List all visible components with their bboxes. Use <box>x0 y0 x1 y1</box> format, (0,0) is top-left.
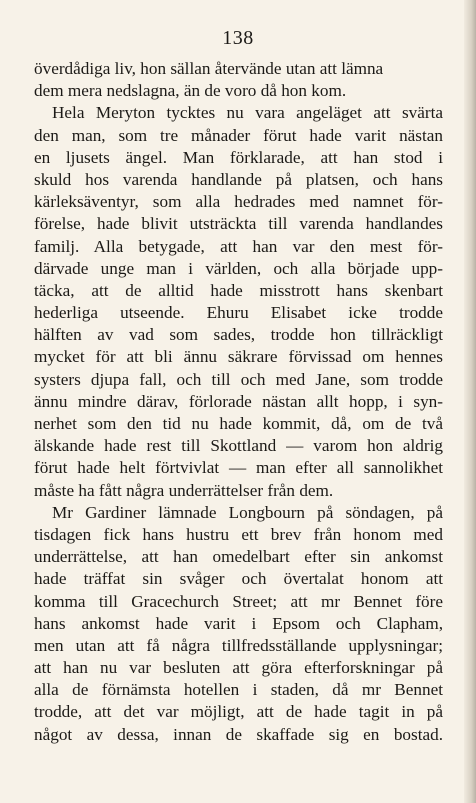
page-number: 138 <box>222 27 254 49</box>
text-line: hälften av vad som sades, trodde hon tillräckligt <box>34 325 443 345</box>
text-line: överdådiga liv, hon sällan återvände utan att lämna <box>34 59 384 78</box>
text-line: en ljusets ängel. Man förklarade, att han stod i <box>34 147 443 167</box>
text-line: den man, som tre månader förut hade varit nästan <box>34 125 443 145</box>
text-line: hans ankomst hade varit i Epsom och Clapham, <box>34 613 443 633</box>
paragraph-start-line: Mr Gardiner lämnade Longbourn på söndagen, på <box>52 502 443 522</box>
text-line: därvade unge man i världen, och alla började upp- <box>34 258 443 278</box>
text-line: systers djupa fall, och till och med Jane, som trodde <box>34 369 443 389</box>
page-edge <box>464 0 476 803</box>
text-line: hederliga utseende. Ehuru Elisabet icke trodde <box>34 303 443 323</box>
text-line: familj. Alla betygade, att han var den mest för- <box>34 236 443 256</box>
text-line: skuld hos varenda handlande på platsen, och hans <box>34 169 443 189</box>
text-line: underrättelse, att han omedelbart efter sin ankomst <box>34 547 443 567</box>
text-line: att han nu var besluten att göra efterforskningar på <box>34 658 443 678</box>
text-line: kärleksäventyr, som alla hedrades med namnet för- <box>34 192 443 212</box>
text-line: något av dessa, innan de skaffade sig en bostad. <box>34 724 443 744</box>
text-line: tisdagen fick hans hustru ett brev från honom med <box>34 524 443 544</box>
text-line: förelse, hade blivit utsträckta till varenda handlandes <box>34 214 443 234</box>
body-text <box>34 58 443 746</box>
text-line: men utan att få några tillfredsställande upplysningar; <box>34 635 443 655</box>
paragraph-start-line: Hela Meryton tycktes nu vara angeläget att svärta <box>52 103 443 123</box>
paragraph-end-line: måste ha fått några underrättelser från dem. <box>34 480 334 500</box>
text-line: komma till Gracechurch Street; att mr Bennet före <box>34 591 443 611</box>
text-line: dem mera nedslagna, än de voro då hon kom. <box>34 81 347 101</box>
text-line: nerhet som den tid nu hade kommit, då, om de två <box>34 414 443 433</box>
text-line: täcka, att de alltid hade misstrott hans skenbart <box>34 280 443 300</box>
text-line: älskande hade rest till Skottland — varom hon aldrig <box>34 436 443 456</box>
text-line: alla de förnämsta hotellen i staden, då mr Bennet <box>34 680 443 700</box>
text-line: förut hade helt förtvivlat — man efter all sannolikhet <box>34 458 443 478</box>
text-line: trodde, att det var möjligt, att de hade tagit in på <box>34 702 443 722</box>
text-line: ännu mindre därav, förlorade nästan allt hopp, i syn- <box>34 391 443 411</box>
text-line: hade träffat sin svåger och övertalat honom att <box>34 569 443 589</box>
text-line: mycket för att bli ännu säkrare förvissad om hennes <box>34 347 443 367</box>
